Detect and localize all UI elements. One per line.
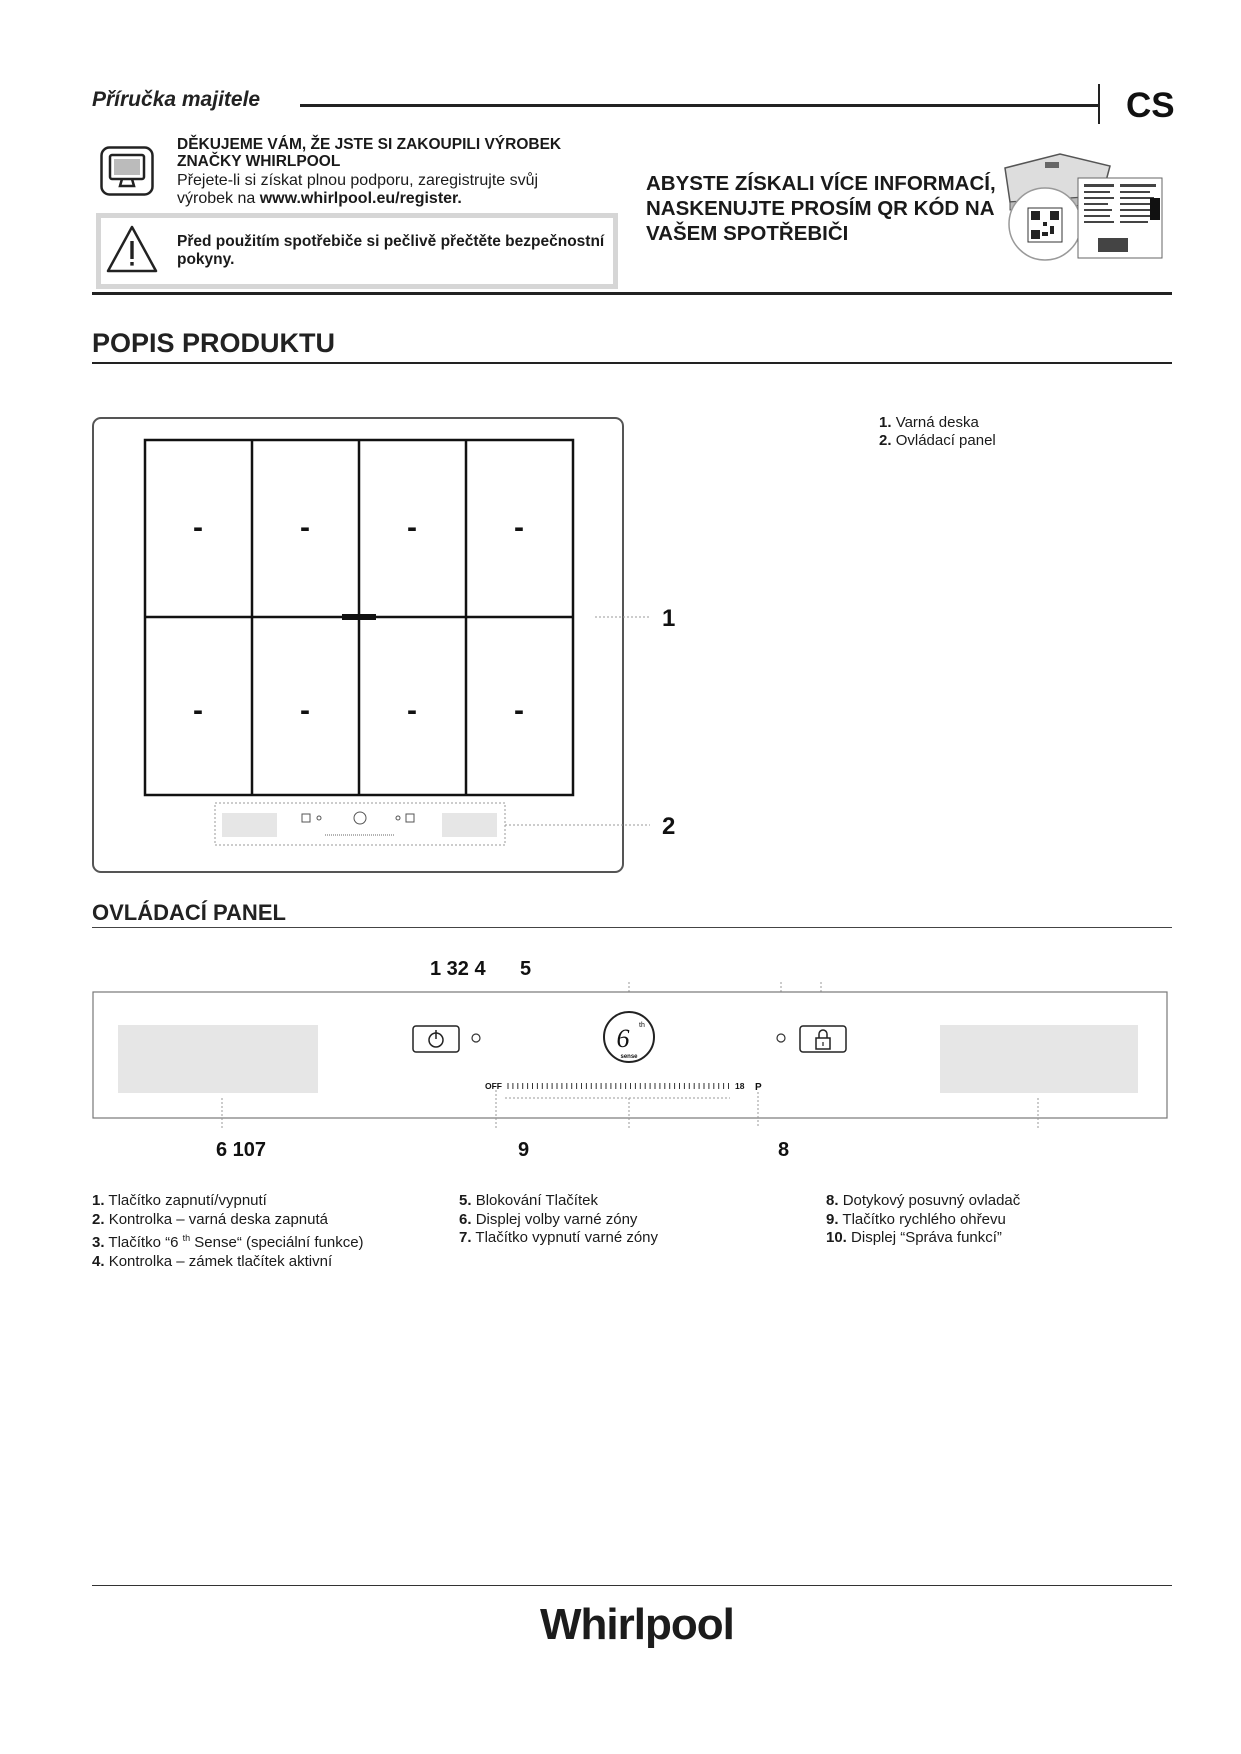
header-rule (300, 104, 1100, 107)
legend-item: 8. Dotykový posuvný ovladač (826, 1192, 1021, 1209)
zone-dash: - (300, 511, 310, 544)
register-link[interactable]: www.whirlpool.eu/register. (259, 190, 462, 207)
thanks-text-line2 (177, 190, 617, 208)
warning-line2: pokyny. (177, 251, 235, 268)
header-tick (1098, 84, 1100, 124)
callout-8: 8 (778, 1139, 790, 1161)
legend-item: 4. Kontrolka – zámek tlačítek aktivní (92, 1252, 333, 1270)
lock-icon (800, 1026, 846, 1052)
svg-text:th: th (639, 1022, 645, 1029)
thanks-text (177, 172, 617, 208)
legend-item: 7. Tlačítko vypnutí varné zóny (459, 1229, 659, 1246)
hob-on-led (472, 1034, 480, 1042)
header-divider (92, 292, 1172, 295)
zone-selection-display (118, 1025, 318, 1093)
warning-line1: Před použitím spotřebiče si pečlivě přečtěte bezpečnostní (177, 233, 605, 250)
zone-dash: - (193, 694, 203, 727)
callout-2: 2 (662, 813, 676, 840)
qr-line2: NASKENUJTE PROSÍM QR KÓD NA (646, 197, 995, 220)
thanks-text-line1: Přejete-li si získat plnou podporu, zaregistrujte svůj (177, 172, 539, 189)
qr-line1: ABYSTE ZÍSKALI VÍCE INFORMACÍ, (646, 172, 996, 195)
panel-legend-col-1 (92, 1192, 364, 1271)
legend-item: 1. Tlačítko zapnutí/vypnutí (92, 1192, 267, 1209)
callout-5: 5 (520, 958, 532, 980)
zone-dash: - (407, 694, 417, 727)
zone-dash: - (514, 694, 524, 727)
svg-text:6: 6 (616, 1024, 630, 1053)
product-section-title: POPIS PRODUKTU (92, 328, 336, 358)
callout-9: 9 (518, 1139, 530, 1161)
qr-appliance-illustration (990, 148, 1175, 266)
legend-item: 10. Displej “Správa funkcí” (826, 1229, 1002, 1246)
thanks-title-line1: DĚKUJEME VÁM, ŽE JSTE SI ZAKOUPILI VÝROBEK (177, 136, 562, 153)
function-display (940, 1025, 1138, 1093)
section-rule (92, 362, 1172, 364)
hob-diagram (90, 415, 690, 875)
product-legend (879, 414, 996, 450)
svg-text:OFF: OFF (485, 1081, 502, 1091)
zone-dash: - (193, 511, 203, 544)
svg-text:sense: sense (620, 1054, 638, 1060)
thanks-text-prefix: výrobek na (177, 190, 260, 207)
product-legend-item: 1. Varná deska (879, 414, 979, 431)
panel-legend-col-3 (826, 1192, 1020, 1248)
thanks-title-line2: ZNAČKY WHIRLPOOL (177, 153, 341, 170)
qr-line3: VAŠEM SPOTŘEBIČI (646, 222, 849, 245)
panel-legend-col-2 (459, 1192, 658, 1248)
center-logo-strip (342, 614, 376, 620)
thanks-title (177, 136, 617, 170)
qr-instruction (646, 171, 1016, 246)
legend-item: 9. Tlačítko rychlého ohřevu (826, 1210, 1006, 1228)
control-panel-title: OVLÁDACÍ PANEL (92, 900, 286, 925)
legend-item: 3. Tlačítko “6 $^{th}$ Sense“ (speciální funkce) (92, 1233, 364, 1251)
callout-1: 1 (662, 605, 676, 632)
registration-monitor-icon (100, 146, 154, 196)
warning-triangle-icon (106, 224, 158, 274)
zone-dash: - (300, 694, 310, 727)
power-icon (413, 1026, 459, 1052)
control-panel-diagram (90, 950, 1175, 1170)
svg-text:18: 18 (735, 1081, 745, 1091)
legend-item: 2. Kontrolka – varná deska zapnutá (92, 1210, 328, 1228)
sixth-sense-icon (604, 1012, 654, 1062)
warning-text (177, 233, 617, 269)
whirlpool-logo: Whirlpool (540, 1600, 734, 1649)
product-legend-item: 2. Ovládací panel (879, 432, 996, 449)
manual-title: Příručka majitele (92, 88, 261, 111)
language-code: CS (1126, 86, 1175, 125)
callout-6-10-7: 6 107 (216, 1139, 267, 1161)
zone-dash: - (407, 511, 417, 544)
callout-group-1324: 1 32 4 (430, 958, 486, 980)
footer-rule (92, 1585, 1172, 1586)
lock-led (777, 1034, 785, 1042)
legend-item: 6. Displej volby varné zóny (459, 1210, 638, 1228)
legend-item: 5. Blokování Tlačítek (459, 1192, 598, 1209)
svg-text:P: P (755, 1082, 762, 1093)
zone-dash: - (514, 511, 524, 544)
panel-rule (92, 927, 1172, 928)
